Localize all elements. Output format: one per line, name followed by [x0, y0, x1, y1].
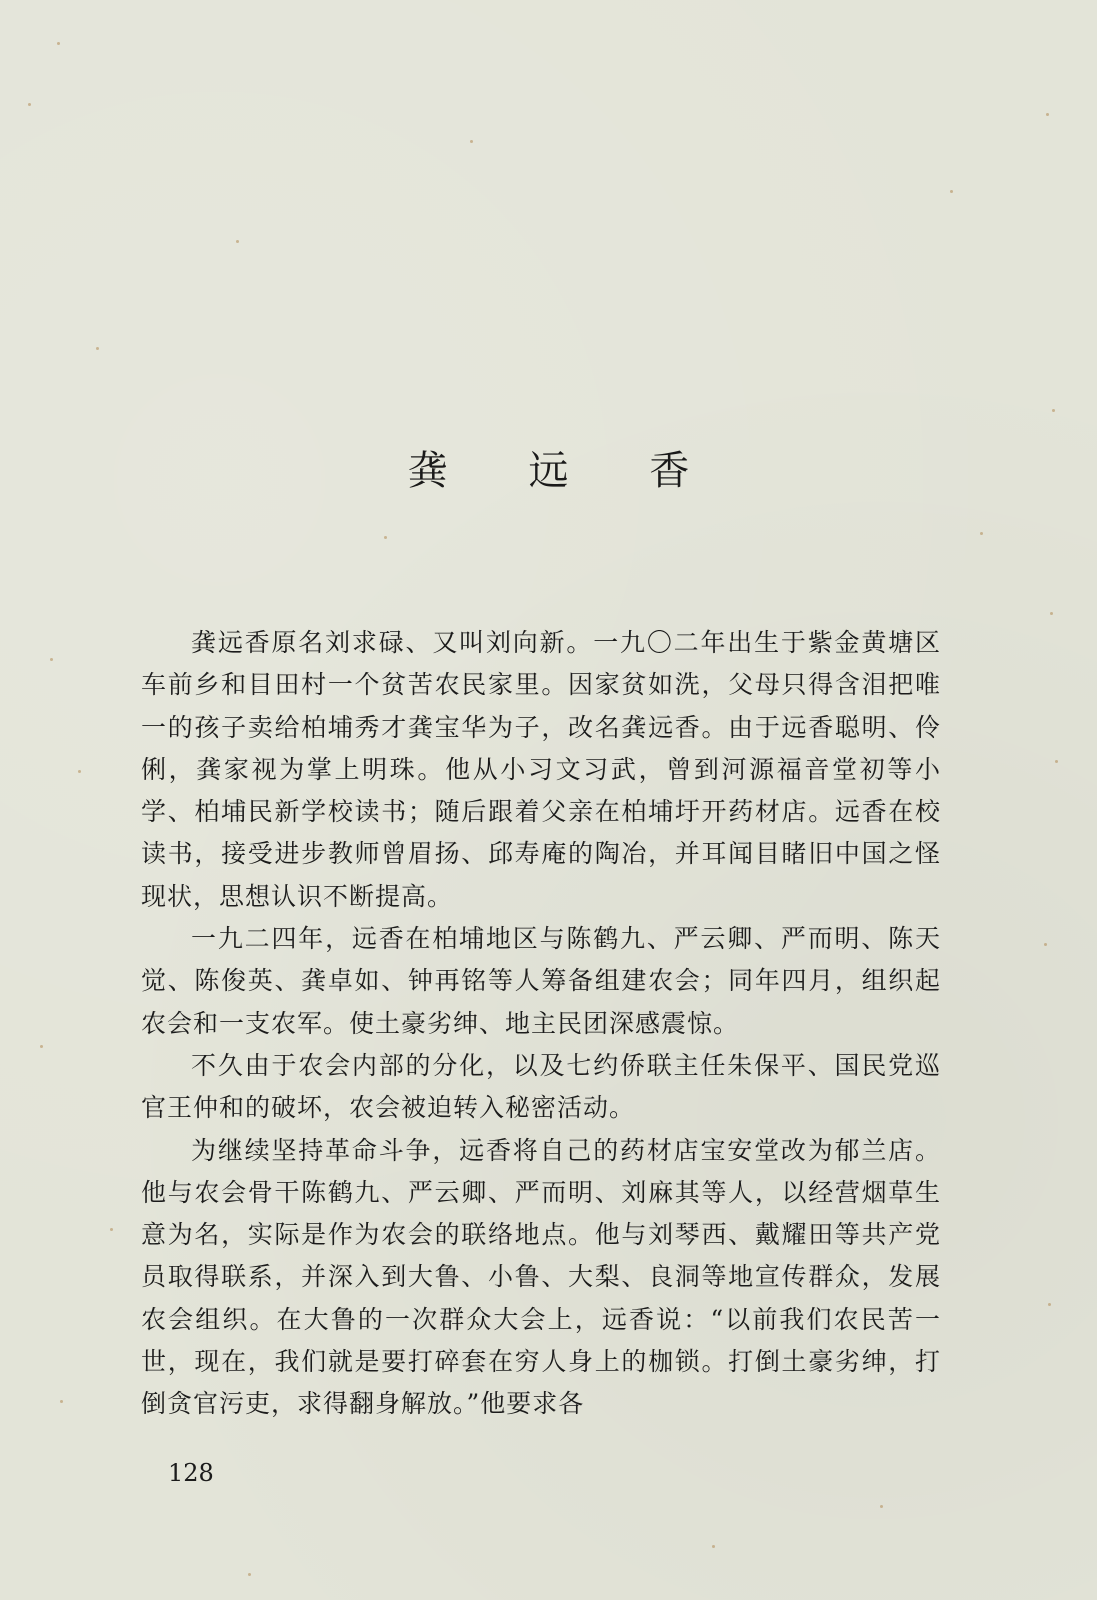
paper-speck: [1055, 760, 1058, 763]
paper-speck: [96, 347, 99, 350]
paper-speck: [28, 103, 31, 106]
page-title: 龚 远 香: [407, 448, 724, 494]
paper-speck: [1052, 409, 1055, 412]
paragraph-3: 不久由于农会内部的分化，以及七约侨联主任朱保平、国民党巡官王仲和的破坏，农会被迫转入秘密活动。: [141, 1050, 941, 1123]
paper-speck: [248, 1573, 251, 1576]
paper-speck: [950, 190, 953, 193]
paper-speck: [880, 1505, 883, 1508]
body-text: [141, 622, 941, 1426]
paper-speck: [980, 532, 983, 535]
paper-speck: [1050, 612, 1053, 615]
paper-speck: [50, 658, 53, 661]
paragraph-1: 龚远香原名刘求碌、又叫刘向新。一九〇二年出生于紫金黄塘区车前乡和目田村一个贫苦农民家里。因家贫如洗，父母只得含泪把唯一的孩子卖给柏埔秀才龚宝华为子，改名龚远香。由于远香聪明、伶俐，龚家视为掌上明珠。他从小习文习武，曾到河源福音堂初等小学、柏埔民新学校读书；随后跟着父亲在柏埔圩开药材店。远香在校读书，接受进步教师曾眉扬、邱寿庵的陶冶，并耳闻目睹旧中国之怪现状，思想认识不断提高。: [141, 628, 941, 911]
paper-speck: [712, 1545, 715, 1548]
paragraph-4: 为继续坚持革命斗争，远香将自己的药材店宝安堂改为郁兰店。他与农会骨干陈鹤九、严云卿、严而明、刘麻其等人，以经营烟草生意为名，实际是作为农会的联络地点。他与刘琴西、戴耀田等共产党员取得联系，并深入到大鲁、小鲁、大梨、良洞等地宣传群众，发展农会组织。在大鲁的一次群众大会上，远香说：“以前我们农民苦一世，现在，我们就是要打碎套在穷人身上的枷锁。打倒土豪劣绅，打倒贪官污吏，求得翻身解放。”他要求各: [141, 1135, 941, 1419]
paper-speck: [110, 1228, 113, 1231]
paper-speck: [470, 140, 473, 143]
paper-speck: [1048, 1303, 1051, 1306]
paper-speck: [1046, 113, 1049, 116]
paper-speck: [78, 770, 81, 773]
paper-speck: [1044, 943, 1047, 946]
paper-speck: [236, 240, 239, 243]
page-number: 128: [168, 1459, 214, 1487]
paragraph-2: 一九二四年，远香在柏埔地区与陈鹤九、严云卿、严而明、陈天觉、陈俊英、龚卓如、钟再铭等人筹备组建农会；同年四月，组织起农会和一支农军。使土豪劣绅、地主民团深感震惊。: [141, 924, 941, 1038]
paper-speck: [384, 536, 387, 539]
paper-speck: [40, 1045, 43, 1048]
paper-speck: [60, 1400, 63, 1403]
paper-speck: [57, 42, 60, 45]
